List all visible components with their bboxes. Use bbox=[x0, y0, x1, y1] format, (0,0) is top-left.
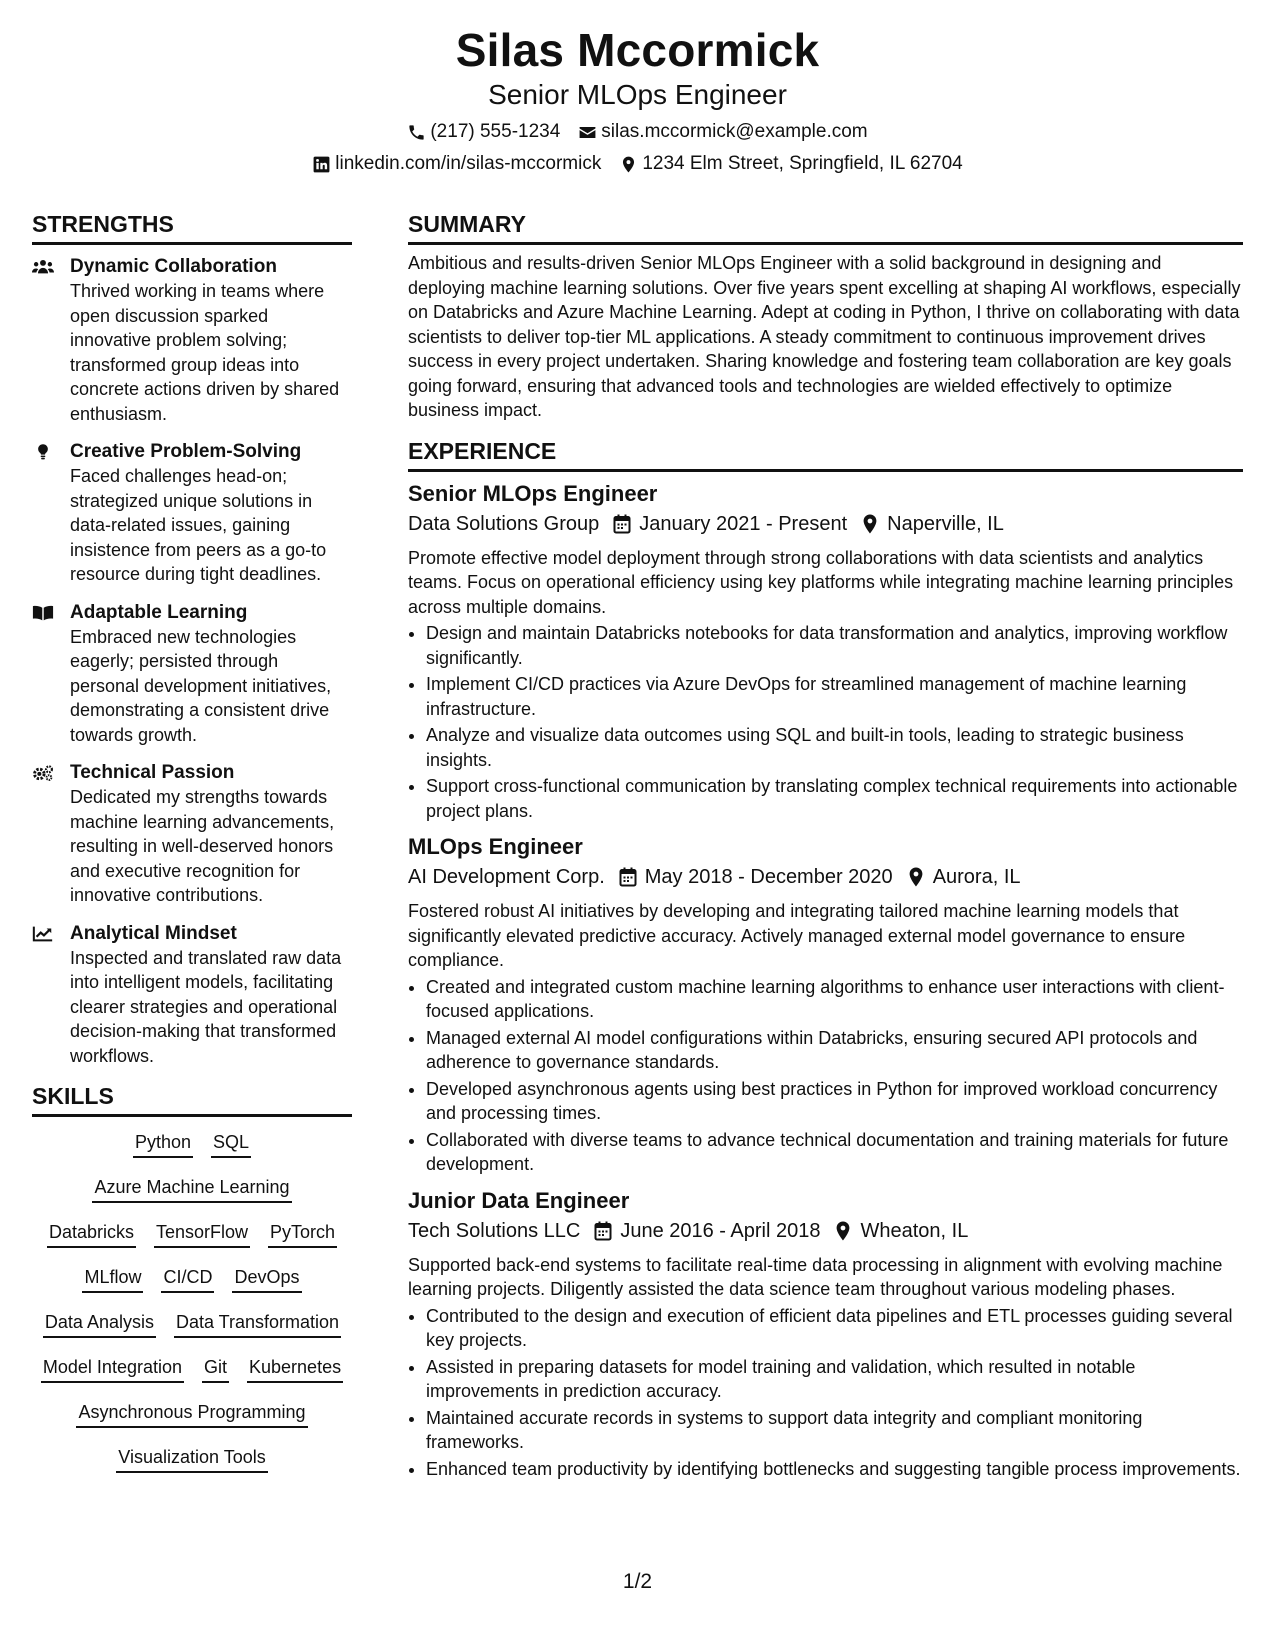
map-pin-icon bbox=[834, 1221, 852, 1241]
job-entry bbox=[408, 1187, 1243, 1482]
job-bullets bbox=[408, 1304, 1243, 1482]
job-company: Tech Solutions LLC bbox=[408, 1219, 581, 1242]
strength-title: Analytical Mindset bbox=[70, 922, 237, 944]
book-icon bbox=[32, 601, 70, 748]
job-title: Senior MLOps Engineer bbox=[408, 480, 658, 506]
chart-line-icon bbox=[32, 922, 70, 1069]
skill-row bbox=[116, 1446, 267, 1473]
strength-text: Thrived working in teams where open discussion sparked innovative problem solving; transformed group ideas into concrete actions driven by shared enthusiasm. bbox=[70, 281, 340, 424]
job-company: Data Solutions Group bbox=[408, 512, 600, 535]
job-bullets bbox=[408, 621, 1243, 823]
email-text[interactable]: silas.mccormick@example.com bbox=[601, 121, 868, 142]
calendar-icon bbox=[619, 867, 637, 887]
phone-contact bbox=[407, 120, 560, 144]
strengths-heading: STRENGTHS bbox=[32, 210, 352, 245]
job-meta bbox=[408, 1217, 1243, 1245]
job-entry bbox=[408, 480, 1243, 824]
bullet-item: • Maintained accurate records in systems to support data integrity and compliant monitoring frameworks. bbox=[426, 1406, 1243, 1455]
bullet-item: • Created and integrated custom machine learning algorithms to enhance user interactions with client-focused applications. bbox=[426, 975, 1243, 1024]
bullet-item: • Developed asynchronous agents using best practices in Python for improved workload concurrency and processing times. bbox=[426, 1077, 1243, 1126]
map-pin-icon bbox=[619, 155, 638, 174]
skill-tag: PyTorch bbox=[268, 1221, 337, 1248]
skill-tag: Databricks bbox=[47, 1221, 136, 1248]
job-description: Fostered robust AI initiatives by developing and integrating tailored machine learning models that significantly elevated predictive accuracy. Actively managed external model governance to ensure compliance. bbox=[408, 901, 1186, 970]
job-meta bbox=[408, 510, 1243, 538]
skills-section bbox=[32, 1082, 352, 1491]
skill-tag: Asynchronous Programming bbox=[76, 1401, 307, 1428]
job-title: MLOps Engineer bbox=[408, 834, 583, 859]
strength-item bbox=[32, 601, 352, 748]
strength-item bbox=[32, 761, 352, 908]
job-location: Wheaton, IL bbox=[860, 1219, 969, 1242]
bullet-item: • Collaborated with diverse teams to advance technical documentation and training materials for future development. bbox=[426, 1128, 1243, 1177]
skill-row bbox=[41, 1356, 343, 1383]
strength-title: Dynamic Collaboration bbox=[70, 256, 277, 277]
contact-row-1 bbox=[0, 120, 1275, 144]
calendar-icon bbox=[613, 514, 631, 534]
map-pin-icon bbox=[861, 514, 879, 534]
bullet-item: • Assisted in preparing datasets for model training and validation, which resulted in notable improvements in prediction accuracy. bbox=[426, 1355, 1243, 1404]
page-number: 1/2 bbox=[622, 1570, 653, 1593]
job-bullets bbox=[408, 975, 1243, 1177]
job-dates: January 2021 - Present bbox=[639, 512, 848, 535]
skill-row bbox=[76, 1401, 307, 1428]
address-contact bbox=[619, 152, 962, 176]
job-location: Naperville, IL bbox=[887, 512, 1004, 535]
gears-icon bbox=[32, 761, 70, 908]
right-column bbox=[408, 210, 1243, 1483]
bullet-item: • Contributed to the design and execution of efficient data pipelines and ETL processes guiding several key projects. bbox=[426, 1304, 1243, 1353]
skill-tag: Model Integration bbox=[41, 1356, 184, 1383]
bullet-item: • Design and maintain Databricks notebooks for data transformation and analytics, improving workflow significantly. bbox=[426, 621, 1243, 670]
bullet-item: • Support cross-functional communication by translating complex technical requirements into actionable project plans. bbox=[426, 774, 1243, 823]
job-description: Promote effective model deployment through strong collaborations with data scientists and analytics teams. Focus on operational efficiency using key platforms while integrating machine learning principles across multiple domains. bbox=[408, 547, 1234, 617]
strength-title: Creative Problem-Solving bbox=[70, 441, 302, 462]
summary-text: Ambitious and results-driven Senior MLOps Engineer with a solid background in designing and deploying machine learning solutions. Over five years spent excelling at shaping AI workflows, especially on Databricks and Azure Machine Learning. Adept at coding in Python, I thrive on collaborating with data scientists to deliver top-tier ML applications. A steady commitment to continuous improvement drives success in every project undertaken. Sharing knowledge and fostering team collaboration are key goals going forward, ensuring that advanced tools and technologies are wielded effectively to optimize business impact. bbox=[408, 253, 1241, 420]
bullet-item: • Analyze and visualize data outcomes using SQL and built-in tools, leading to strategic business insights. bbox=[426, 723, 1243, 772]
bullet-item: • Implement CI/CD practices via Azure DevOps for streamlined management of machine learning infrastructure. bbox=[426, 672, 1243, 721]
job-location: Aurora, IL bbox=[932, 866, 1021, 888]
summary-heading: SUMMARY bbox=[408, 210, 1243, 245]
phone-text: (217) 555-1234 bbox=[430, 121, 561, 142]
strength-item bbox=[32, 255, 352, 426]
skill-tag: Data Analysis bbox=[43, 1311, 156, 1338]
strengths-list bbox=[32, 255, 352, 1068]
job-title: Junior Data Engineer bbox=[408, 1187, 630, 1213]
linkedin-icon bbox=[312, 155, 331, 174]
strength-text: Inspected and translated raw data into intelligent models, facilitating clearer strategies and operational decision-making that transformed workflows. bbox=[70, 947, 342, 1066]
candidate-name: Silas Mccormick bbox=[455, 24, 820, 76]
skill-tag: Git bbox=[202, 1356, 229, 1383]
strength-text: Dedicated my strengths towards machine learning advancements, resulting in well-deserved honors and executive recognition for innovative contributions. bbox=[70, 787, 335, 905]
skill-tag: Azure Machine Learning bbox=[92, 1176, 291, 1203]
bullet-item: • Managed external AI model configurations within Databricks, ensuring secured API protocols and adherence to governance standards. bbox=[426, 1026, 1243, 1075]
candidate-title: Senior MLOps Engineer bbox=[488, 79, 787, 110]
skill-row bbox=[82, 1266, 301, 1293]
job-meta bbox=[408, 863, 1243, 891]
skills-heading: SKILLS bbox=[32, 1082, 352, 1117]
skills-list bbox=[32, 1131, 352, 1491]
map-pin-icon bbox=[907, 867, 925, 887]
skill-tag: DevOps bbox=[232, 1266, 301, 1293]
skill-tag: Visualization Tools bbox=[116, 1446, 267, 1473]
strength-title: Technical Passion bbox=[70, 762, 235, 783]
linkedin-text[interactable]: linkedin.com/in/silas-mccormick bbox=[335, 153, 602, 174]
summary-section bbox=[408, 210, 1243, 423]
users-icon bbox=[32, 255, 70, 426]
strength-text: Faced challenges head-on; strategized unique solutions in data-related issues, gaining insistence from peers as a go-to resource during tight deadlines. bbox=[70, 466, 327, 584]
job-company: AI Development Corp. bbox=[408, 866, 605, 888]
skill-tag: MLflow bbox=[82, 1266, 143, 1293]
skill-row bbox=[92, 1176, 291, 1203]
job-entry bbox=[408, 833, 1243, 1177]
job-dates: May 2018 - December 2020 bbox=[644, 866, 893, 888]
strength-text: Embraced new technologies eagerly; persisted through personal development initiatives, demonstrating a consistent drive towards growth. bbox=[70, 626, 332, 745]
strength-item bbox=[32, 440, 352, 587]
strengths-section bbox=[32, 210, 352, 1068]
skill-tag: Data Transformation bbox=[174, 1311, 341, 1338]
skill-tag: SQL bbox=[211, 1131, 251, 1158]
email-contact[interactable] bbox=[578, 120, 867, 144]
strength-title: Adaptable Learning bbox=[70, 601, 248, 623]
skill-tag: Kubernetes bbox=[247, 1356, 343, 1383]
contact-row-2 bbox=[0, 152, 1275, 176]
experience-section bbox=[408, 437, 1243, 1482]
resume-header bbox=[0, 22, 1275, 176]
skill-tag: CI/CD bbox=[161, 1266, 214, 1293]
skill-row bbox=[47, 1221, 337, 1248]
address-text: 1234 Elm Street, Springfield, IL 62704 bbox=[642, 153, 963, 174]
job-dates: June 2016 - April 2018 bbox=[620, 1219, 821, 1242]
linkedin-contact[interactable] bbox=[312, 152, 601, 176]
left-column bbox=[32, 210, 352, 1491]
skill-row bbox=[133, 1131, 251, 1158]
job-description: Supported back-end systems to facilitate real-time data processing in alignment with evolving machine learning projects. Diligently assisted the data science team throughout various modeling phases. bbox=[408, 1254, 1223, 1299]
skill-row bbox=[43, 1311, 341, 1338]
calendar-icon bbox=[594, 1221, 612, 1241]
phone-icon bbox=[407, 123, 426, 142]
envelope-icon bbox=[578, 123, 597, 142]
skill-tag: Python bbox=[133, 1131, 193, 1158]
skill-tag: TensorFlow bbox=[154, 1221, 250, 1248]
lightbulb-icon bbox=[32, 440, 70, 587]
bullet-item: • Enhanced team productivity by identifying bottlenecks and suggesting tangible process improvements. bbox=[426, 1457, 1243, 1482]
experience-heading: EXPERIENCE bbox=[408, 437, 1243, 472]
strength-item bbox=[32, 922, 352, 1069]
